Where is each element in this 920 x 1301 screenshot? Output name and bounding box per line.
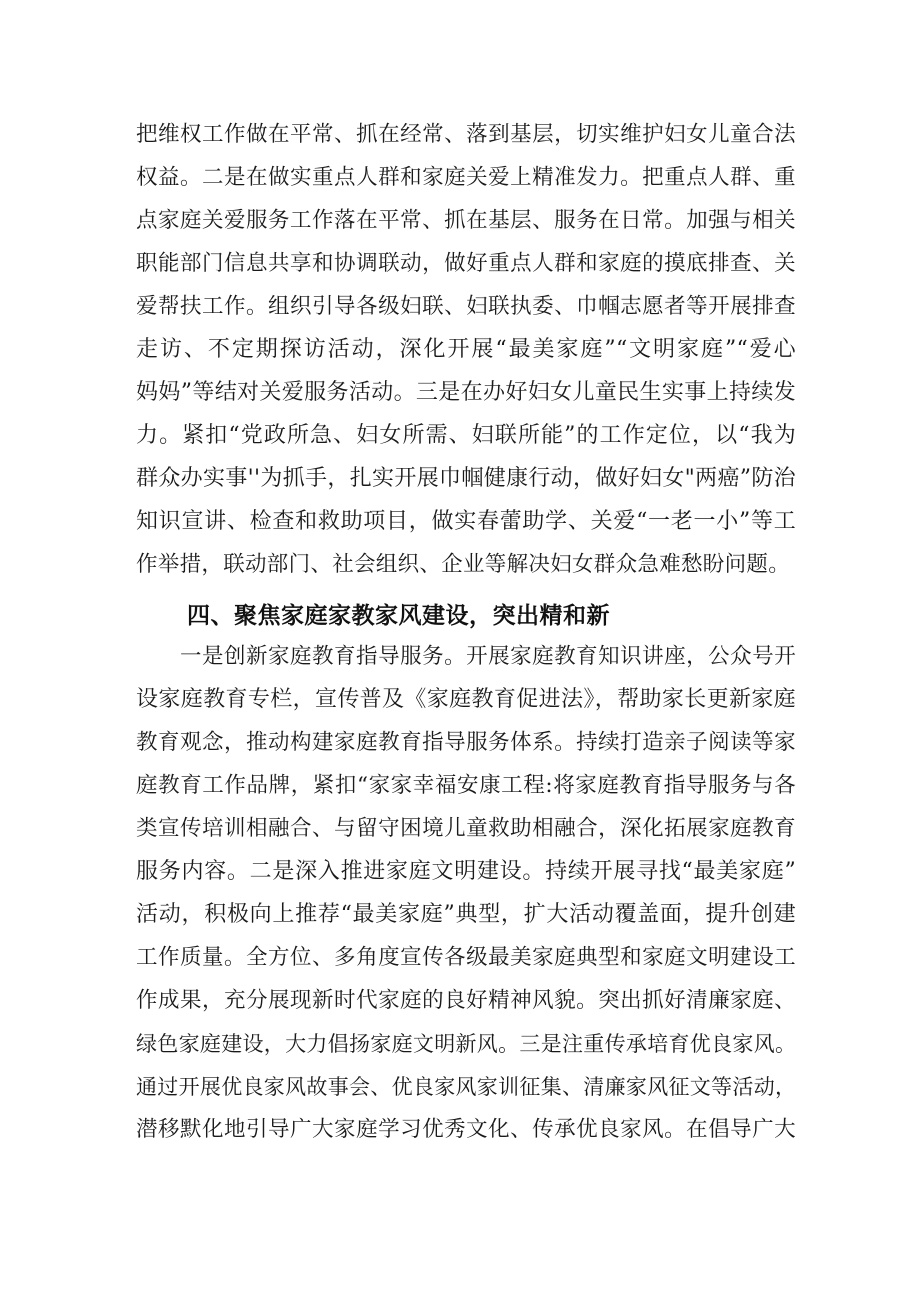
text-line: 服务内容。二是深入推进家庭文明建设。持续开展寻找“最美家庭” (136, 859, 796, 884)
text-line: 活动，积极向上推荐“最美家庭”典型，扩大活动覆盖面，提升创建 (136, 902, 796, 927)
text-line: 把维权工作做在平常、抓在经常、落到基层，切实维护妇女儿童合法 (136, 122, 796, 147)
text-line: 类宣传培训相融合、与留守困境儿童救助相融合，深化拓展家庭教育 (136, 816, 796, 841)
text-line: 作成果，充分展现新时代家庭的良好精神风貌。突出抓好清廉家庭、 (136, 988, 796, 1013)
text-line: 潜移默化地引导广大家庭学习优秀文化、传承优良家风。在倡导广大 (136, 1117, 796, 1142)
text-line: 作举措，联动部门、社会组织、企业等解决妇女群众急难愁盼问题。 (136, 552, 791, 577)
text-line: 权益。二是在做实重点人群和家庭关爱上精准发力。把重点人群、重 (136, 165, 796, 190)
text-line: 绿色家庭建设，大力倡扬家庭文明新风。三是注重传承培育优良家风。 (136, 1032, 797, 1056)
text-line: 力。紧扣“党政所急、妇女所需、妇联所能”的工作定位，以“我为 (136, 423, 796, 448)
text-line: 教育观念，推动构建家庭教育指导服务体系。持续打造亲子阅读等家 (136, 730, 796, 755)
text-line: 一是创新家庭教育指导服务。开展家庭教育知识讲座，公众号开 (180, 644, 796, 669)
text-line: 庭教育工作品牌，紧扣“家家幸福安康工程:将家庭教育指导服务与各 (136, 773, 796, 798)
text-line: 妈妈”等结对关爱服务活动。三是在办好妇女儿童民生实事上持续发 (136, 380, 796, 405)
text-line: 设家庭教育专栏，宣传普及《家庭教育促进法》，帮助家长更新家庭 (136, 687, 796, 712)
text-line: 爱帮扶工作。组织引导各级妇联、妇联执委、巾帼志愿者等开展排查 (136, 294, 796, 319)
text-line: 知识宣讲、检查和救助项目，做实春蕾助学、关爱“一老一小”等工 (136, 509, 796, 534)
text-line: 点家庭关爱服务工作落在平常、抓在基层、服务在日常。加强与相关 (136, 208, 796, 233)
text-line: 通过开展优良家风故事会、优良家风家训征集、清廉家风征文等活动， (136, 1075, 797, 1099)
text-line: 职能部门信息共享和协调联动，做好重点人群和家庭的摸底排查、关 (136, 251, 796, 276)
text-line: 群众办实事''为抓手，扎实开展巾帼健康行动，做好妇女"两癌”防治 (136, 466, 796, 491)
text-line: 工作质量。全方位、多角度宣传各级最美家庭典型和家庭文明建设工 (136, 945, 796, 970)
section-heading: 四、聚焦家庭家教家风建设，突出精和新 (187, 603, 610, 629)
text-line: 走访、不定期探访活动，深化开展“最美家庭”“文明家庭”“爱心 (136, 337, 796, 362)
